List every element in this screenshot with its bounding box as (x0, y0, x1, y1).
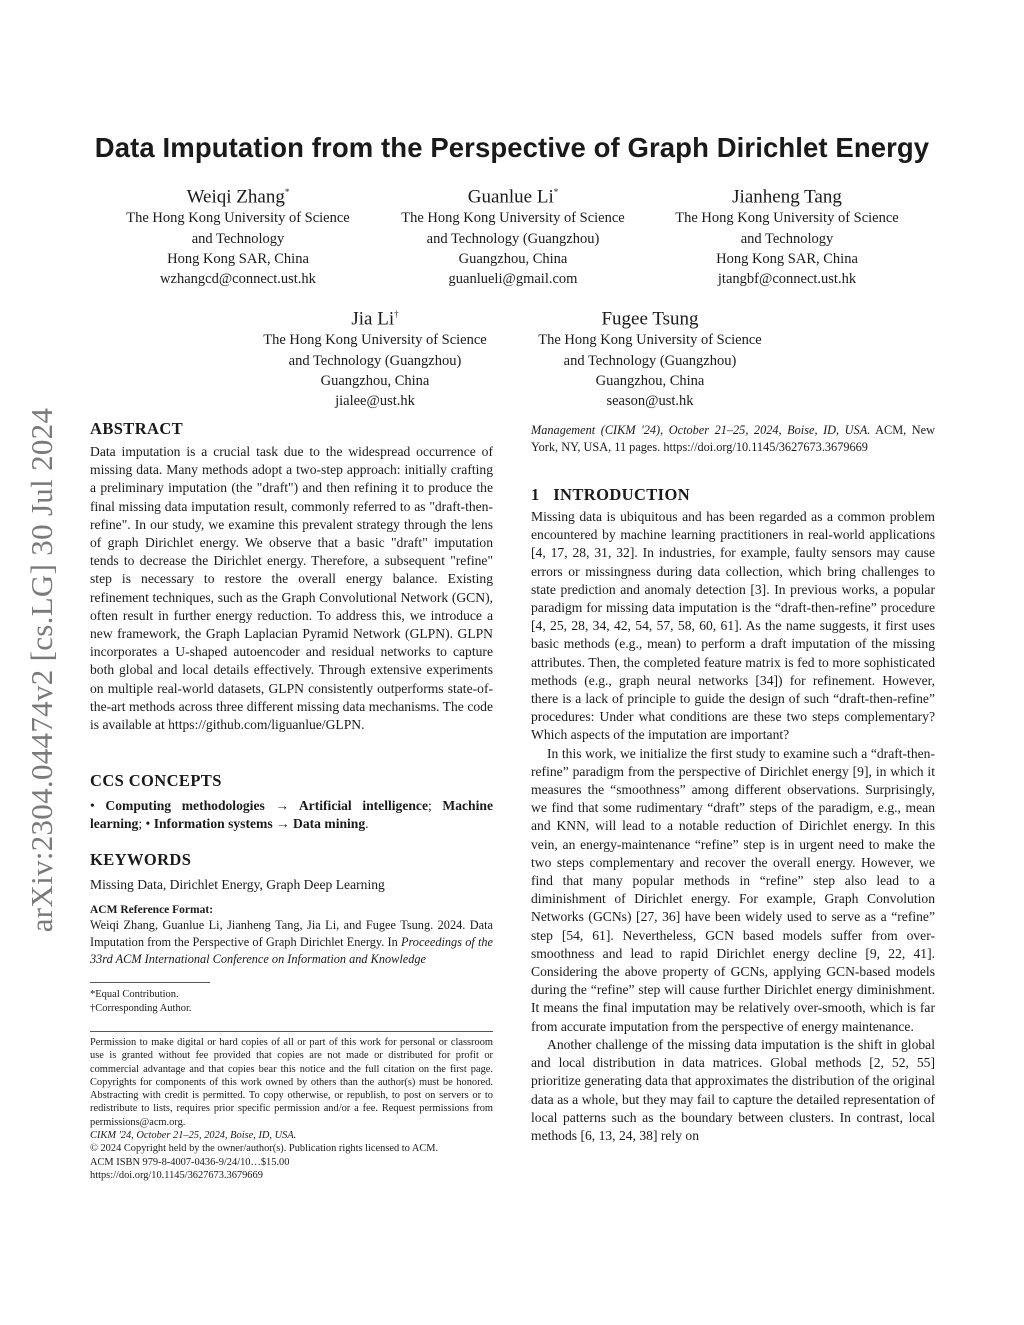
keywords-section (90, 850, 493, 894)
author-email: jtangbf@connect.ust.hk (717, 270, 857, 287)
footnotes (90, 988, 493, 1015)
introduction-paragraph: Missing data is ubiquitous and has been regarded as a common problem encountered by machine learning practitioners in real-world applications [4, 17, 28, 31, 32]. In industries, for example, faulty sensors may cause errors or missingness during data collection, which bring challenges to state prediction and anomaly detection [3]. In previous works, a popular paradigm for missing data imputation is the “draft-then-refine” procedure [4, 25, 28, 34, 42, 54, 57, 58, 60, 61]. As the name suggests, it first uses basic methods (e.g., mean) to perform a draft imputation of the missing attributes. Then, the completed feature matrix is fed to more sophisticated methods (e.g., graph neural networks [34]) for refinement. However, there is a lack of principle to guide the design of such “draft-then-refine” procedures: Under what conditions are these two steps complementary? Which aspects of the imputation are important? (531, 509, 935, 743)
author-email: jialee@ust.hk (335, 392, 415, 409)
acm-reference (90, 904, 493, 968)
author-name: Weiqi Zhang* (186, 186, 290, 208)
author-affiliation: The Hong Kong University of Science (675, 210, 899, 227)
introduction-paragraph: Another challenge of the missing data imputation is the shift in global and local distribution in data matrices. Global methods [2, 52, 55] prioritize generating data that approximates the distribution of the original data as a whole, but they may fail to capture the detailed representation of local patterns such as the boundary between clusters. In contrast, local methods [6, 13, 24, 38] rely on (531, 1036, 935, 1143)
author-location: Guangzhou, China (595, 372, 705, 389)
introduction-heading: 1 INTRODUCTION (531, 485, 691, 504)
author-affiliation: and Technology (Guangzhou) (563, 352, 737, 369)
keywords-text: Missing Data, Dirichlet Energy, Graph Deep Learning (90, 877, 385, 892)
author-block (100, 181, 376, 289)
author-block (375, 181, 651, 289)
abstract-text: Data imputation is a crucial task due to the widespread occurrence of missing data. Many methods adopt a two-step approach: initially crafting a preliminary imputation (the "draft") and then refining it to produce the final missing data imputation result, commonly referred to as "draft-then-refine". In our study, we examine this prevalent strategy through the lens of graph Dirichlet energy. We observe that a basic "draft" imputation tends to decrease the Dirichlet energy. Therefore, a subsequent "refine" step is necessary to restore the overall energy balance. Existing refinement techniques, such as the Graph Convolutional Network (GCN), often result in further energy reduction. To address this, we introduce a new framework, the Graph Laplacian Pyramid Network (GLPN). GLPN incorporates a U-shaped autoencoder and residual networks to capture both global and local details effectively. Through extensive experiments on multiple real-world datasets, GLPN consistently outperforms state-of-the-art methods across three different missing data mechanisms. The code is available at https://github.com/liguanlue/GLPN. (90, 444, 493, 733)
permission-rule (90, 1031, 493, 1032)
author-location: Hong Kong SAR, China (167, 250, 309, 267)
author-block (237, 303, 513, 411)
author-block (649, 181, 925, 289)
ccs-section (90, 771, 493, 833)
author-block (512, 303, 788, 411)
ccs-text: • Computing methodologies → Artificial intelligence; Machine learning; • Information systems → Data mining. (90, 798, 493, 832)
abstract-heading: ABSTRACT (90, 419, 184, 438)
permission-text: Permission to make digital or hard copies of all or part of this work for personal or classroom use is granted without fee provided that copies are not made or distributed for profit or commercial advantage and that copies bear this notice and the full citation on the first page. Copyrights for components of this work owned by others than the author(s) must be honored. Abstracting with credit is permitted. To copy otherwise, or republish, to post on servers or to redistribute to lists, requires prior specific permission and/or a fee. Request permissions from permissions@acm.org. (90, 1037, 493, 1128)
acm-reference-text: Weiqi Zhang, Guanlue Li, Jianheng Tang, Jia Li, and Fugee Tsung. 2024. Data Imputation from the Perspective of Graph Dirichlet Energy. In Proceedings of the 33rd ACM International Conference on Information and Knowledge (90, 918, 493, 966)
introduction-paragraph: In this work, we initialize the first study to examine such a “draft-then-refine” paradigm from the perspective of Dirichlet energy [9], in which it measures the “smoothness” among different observations. Surprisingly, we find that some rudimentary “draft” steps of the paradigm, e.g., mean and KNN, will lead to a notable reduction of Dirichlet energy. In this vein, an energy-maintenance “refine” step is in urgent need to make the two steps complementary and recover the overall energy. However, we find that many popular methods in “refine” step also lead to a diminishment of Dirichlet energy. For example, Graph Convolution Networks (GCNs) [27, 36] have been widely used to serve as a “refine” step [54, 61]. Nevertheless, GCN based models suffer from over-smoothness and lead to rapid Dirichlet energy decline [9, 22, 41]. Considering the above property of GCNs, applying GCN-based models during the “refine” step will cause further Dirichlet energy diminishment. It means the final imputation may be relatively over-smooth, which is far from accurate imputation from the perspective of energy maintenance. (531, 745, 935, 1034)
author-location: Guangzhou, China (458, 250, 568, 267)
acm-reference-heading: ACM Reference Format: (90, 904, 214, 916)
author-affiliation: and Technology (740, 230, 834, 247)
author-name: Guanlue Li* (467, 186, 559, 208)
author-affiliation: and Technology (Guangzhou) (426, 230, 600, 247)
author-name: Jianheng Tang (732, 186, 842, 208)
author-affiliation: The Hong Kong University of Science (538, 332, 762, 349)
author-affiliation: and Technology (Guangzhou) (288, 352, 462, 369)
author-location: Guangzhou, China (320, 372, 430, 389)
permission-doi: https://doi.org/10.1145/3627673.3679669 (90, 1169, 263, 1181)
author-email: guanlueli@gmail.com (448, 270, 578, 287)
abstract-section (90, 419, 493, 734)
footnote-rule (90, 982, 210, 983)
author-affiliation: The Hong Kong University of Science (126, 210, 350, 227)
author-location: Hong Kong SAR, China (716, 250, 858, 267)
footnote-corresponding: †Corresponding Author. (90, 1002, 192, 1014)
permission-copyright: © 2024 Copyright held by the owner/author(s). Publication rights licensed to ACM. (90, 1143, 439, 1155)
author-email: season@ust.hk (606, 392, 694, 409)
permission-block (90, 1036, 493, 1182)
author-affiliation: The Hong Kong University of Science (401, 210, 625, 227)
author-affiliation: and Technology (191, 230, 285, 247)
author-affiliation: The Hong Kong University of Science (263, 332, 487, 349)
footnote-equal: *Equal Contribution. (90, 989, 179, 1000)
author-name: Fugee Tsung (601, 308, 699, 330)
acm-reference-continued: Management (CIKM '24), October 21–25, 2024, Boise, ID, USA. ACM, New York, NY, USA, 11 pages. https://doi.org/10.1145/3627673.3679669 (531, 423, 935, 454)
author-name: Jia Li† (351, 308, 399, 330)
ccs-heading: CCS CONCEPTS (90, 771, 222, 790)
arxiv-sidebar-label: arXiv:2304.04474v2 [cs.LG] 30 Jul 2024 (24, 407, 59, 933)
permission-conference: CIKM '24, October 21–25, 2024, Boise, ID, USA. (90, 1130, 297, 1142)
author-email: wzhangcd@connect.ust.hk (160, 270, 316, 287)
permission-isbn: ACM ISBN 979-8-4007-0436-9/24/10…$15.00 (90, 1156, 290, 1168)
paper-title: Data Imputation from the Perspective of Graph Dirichlet Energy (94, 132, 930, 163)
introduction-section (531, 485, 935, 1145)
keywords-heading: KEYWORDS (90, 850, 192, 869)
